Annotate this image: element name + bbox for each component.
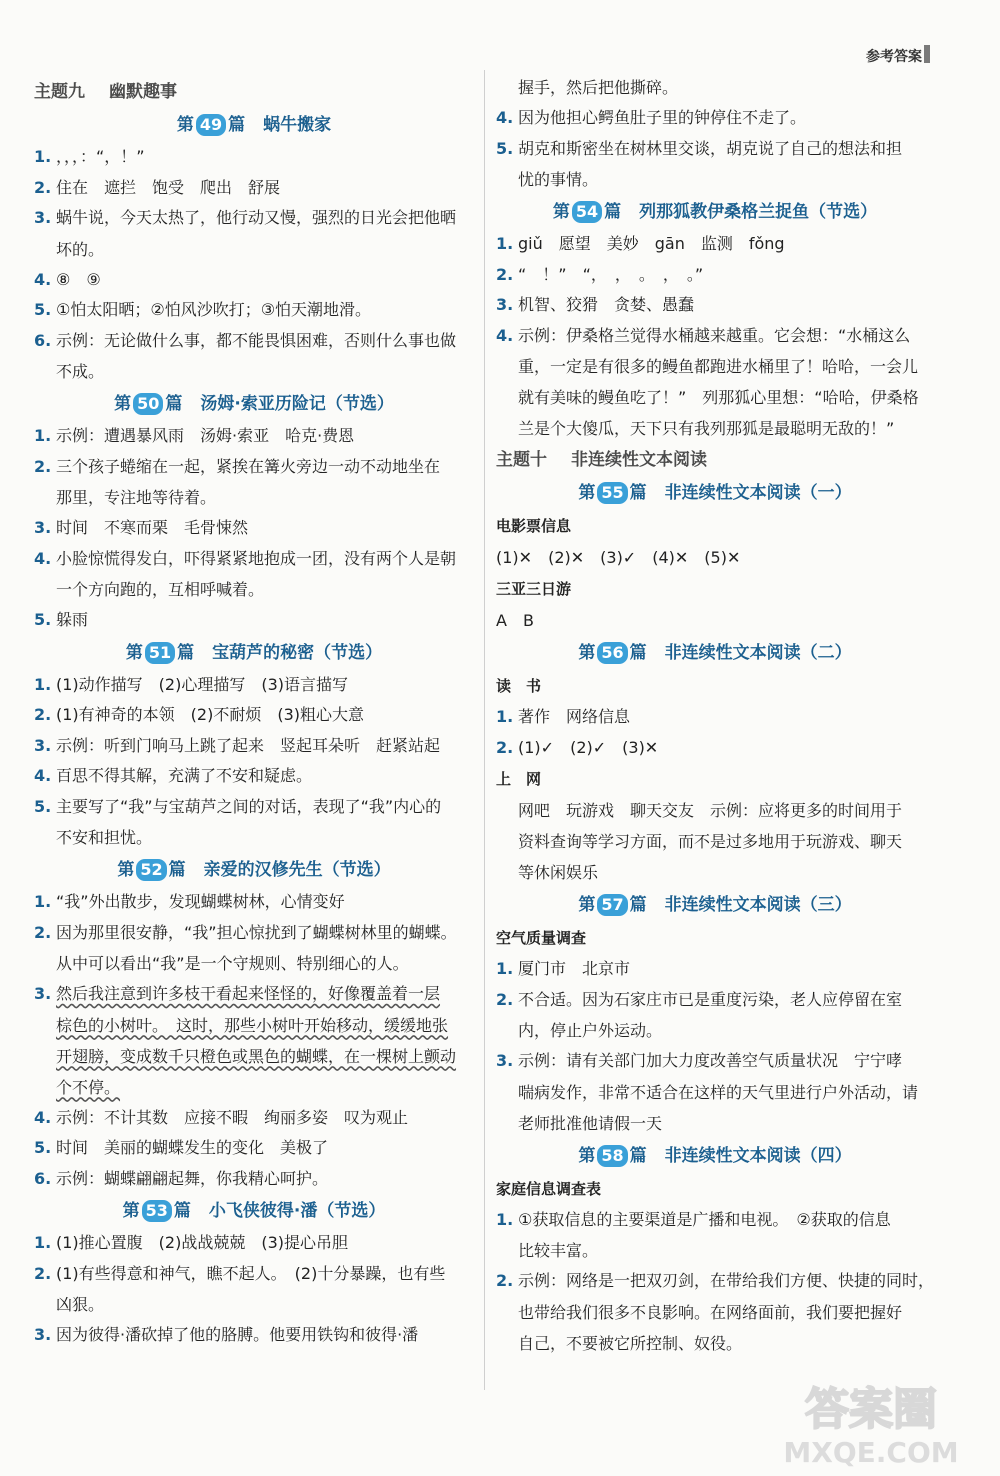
item-number: 3. xyxy=(34,984,52,1003)
item-text: 著作 网络信息 xyxy=(518,707,631,726)
theme-heading xyxy=(496,444,934,476)
answer-continuation: 也带给我们很多不良影响。在网络面前，我们要把握好 xyxy=(518,1302,903,1322)
theme-label: 主题十 xyxy=(496,450,547,470)
section-number: 55 xyxy=(597,482,627,504)
item-number: 1. xyxy=(34,426,52,445)
subheading: 读 书 xyxy=(496,677,542,695)
section-name: 汤姆·索亚历险记（节选） xyxy=(200,394,394,414)
item-text: 因为那里很安静，“我”担心惊扰到了蝴蝶树林里的蝴蝶。 xyxy=(56,922,457,942)
answer-item xyxy=(34,792,474,823)
section-suffix: 篇 xyxy=(629,895,647,915)
underlined-text: 棕色的小树叶。 这时，那些小树叶开始移动，缓缓地张 xyxy=(56,1015,449,1035)
answer-item xyxy=(34,421,474,452)
left-column xyxy=(34,76,474,1351)
underlined-text: 开翅膀，变成数千只橙色或黑色的蝴蝶，在一棵树上颤动 xyxy=(56,1046,457,1066)
item-text: 示例：听到门响马上跳了起来 竖起耳朵听 赶紧站起 xyxy=(56,735,441,755)
section-prefix: 第 xyxy=(578,1145,596,1166)
answer-item xyxy=(496,134,934,165)
answer-continuation: 老师批准他请假一天 xyxy=(518,1113,663,1133)
section-name: 列那狐教伊桑格兰捉鱼（节选） xyxy=(639,202,878,222)
section-number: 53 xyxy=(142,1200,172,1222)
watermark-logo xyxy=(766,1372,976,1468)
answer-continuation: 喘病发作，非常不适合在这样的天气里进行户外活动，请 xyxy=(518,1082,919,1102)
answer-item xyxy=(34,670,474,701)
section-title-49 xyxy=(34,108,474,142)
theme-title: 幽默趣事 xyxy=(109,82,177,102)
section-suffix: 篇 xyxy=(629,483,647,503)
item-number: 2. xyxy=(496,1271,514,1290)
section-suffix: 篇 xyxy=(629,1145,647,1166)
section-suffix: 篇 xyxy=(228,115,246,135)
watermark-text: 答案圈 xyxy=(805,1384,937,1435)
answer-continuation: 凶狠。 xyxy=(56,1295,105,1314)
section-name: 非连续性文本阅读（三） xyxy=(664,895,852,915)
section-name: 蜗牛搬家 xyxy=(263,115,332,135)
section-suffix: 篇 xyxy=(177,642,195,663)
section-suffix: 篇 xyxy=(168,860,186,880)
item-number: 5. xyxy=(34,610,52,629)
section-title-50 xyxy=(34,387,474,421)
item-number: 6. xyxy=(34,330,52,350)
answer-item xyxy=(496,103,934,134)
answer-continuation: 握手，然后把他撕碎。 xyxy=(518,78,679,97)
item-text: 示例：请有关部门加大力度改善空气质量状况 宁宁哮 xyxy=(518,1051,903,1070)
item-text: (1)✓ (2)✓ (3)✕ xyxy=(518,737,659,757)
section-title-52 xyxy=(34,853,474,887)
item-text: 然后我注意到许多枝干看起来怪怪的，好像覆盖着一层 xyxy=(56,984,441,1003)
answer-continuation: 坏的。 xyxy=(56,239,105,259)
section-title-58 xyxy=(496,1139,934,1173)
item-text: 主要写了“我”与宝葫芦之间的对话，表现了“我”内心的 xyxy=(56,796,442,816)
item-number: 3. xyxy=(34,1325,52,1344)
item-number: 2. xyxy=(34,456,52,476)
item-number: 3. xyxy=(34,208,52,227)
answer-item xyxy=(34,700,474,731)
item-number: 5. xyxy=(496,138,514,158)
answer-continuation: 那里，专注地等待着。 xyxy=(56,488,217,507)
item-number: 1. xyxy=(34,674,52,694)
section-title-54 xyxy=(496,195,934,229)
subheading: 家庭信息调查表 xyxy=(496,1179,602,1198)
item-text: 躲雨 xyxy=(56,610,89,629)
answer-item xyxy=(496,229,934,260)
answer-item xyxy=(496,702,934,733)
answer-item xyxy=(34,326,474,357)
right-column xyxy=(496,72,934,1359)
item-number: 1. xyxy=(34,1233,52,1252)
answer-item xyxy=(34,265,474,296)
answer-line: 网吧 玩游戏 聊天交友 示例：应将更多的时间用于 xyxy=(518,801,903,820)
item-number: 2. xyxy=(34,177,52,197)
answer-continuation: 不安和担忧。 xyxy=(56,828,153,847)
answer-continuation: 自己，不要被它所控制、奴役。 xyxy=(518,1333,743,1353)
item-number: 1. xyxy=(496,234,514,253)
section-prefix: 第 xyxy=(117,860,135,880)
item-number: 4. xyxy=(496,325,514,345)
item-text: 胡克和斯密坐在树林里交谈，胡克说了自己的想法和担 xyxy=(518,138,903,158)
section-name: 非连续性文本阅读（二） xyxy=(664,643,852,663)
answer-continuation: 不成。 xyxy=(56,362,105,381)
item-text: 示例：网络是一把双刃剑，在带给我们方便、快捷的同时， xyxy=(518,1271,935,1290)
answer-item xyxy=(34,1320,474,1351)
item-number: 2. xyxy=(34,705,52,724)
answer-continuation: 重，一定是有很多的鳗鱼都跑进水桶里了！哈哈，一会儿 xyxy=(518,357,919,376)
answer-item xyxy=(34,979,474,1010)
answer-continuation: 内，停止户外运动。 xyxy=(518,1021,663,1040)
answer-item xyxy=(34,1228,474,1259)
item-number: 4. xyxy=(34,269,52,289)
item-text: ①获取信息的主要渠道是广播和电视。 ②获取的信息 xyxy=(518,1209,891,1229)
answer-item xyxy=(496,321,934,352)
section-prefix: 第 xyxy=(125,642,143,663)
section-title-56 xyxy=(496,636,934,670)
item-text: 因为彼得·潘砍掉了他的胳膊。他要用铁钩和彼得·潘 xyxy=(56,1325,419,1344)
item-number: 4. xyxy=(34,1107,52,1127)
column-divider xyxy=(484,70,485,1390)
section-number: 51 xyxy=(145,642,175,664)
header-answer-tag: 参考答案 xyxy=(866,49,922,65)
item-text: (1)有些得意和神气，瞧不起人。 (2)十分暴躁，也有些 xyxy=(56,1263,446,1283)
item-text: ，，，：“，！” xyxy=(56,147,145,166)
item-text: 时间 美丽的蝴蝶发生的变化 美极了 xyxy=(56,1138,329,1157)
section-name: 非连续性文本阅读（一） xyxy=(664,483,852,503)
theme-label: 主题九 xyxy=(34,82,85,102)
answer-item xyxy=(34,544,474,575)
item-text: 厦门市 北京市 xyxy=(518,959,631,978)
answer-item xyxy=(496,1046,934,1077)
item-number: 4. xyxy=(34,766,52,785)
item-text: (1)有神奇的本领 (2)不耐烦 (3)粗心大意 xyxy=(56,705,364,724)
underlined-text: 个不停。 xyxy=(56,1077,121,1097)
section-prefix: 第 xyxy=(578,483,596,503)
answer-item xyxy=(34,761,474,792)
answer-continuation: 兰是个大傻瓜，天下只有我列那狐是最聪明无敌的！” xyxy=(518,419,895,438)
item-text: 因为他担心鳄鱼肚子里的钟停住不走了。 xyxy=(518,108,807,127)
item-number: 2. xyxy=(34,922,52,942)
section-title-51 xyxy=(34,636,474,670)
answer-item xyxy=(34,173,474,204)
answer-item xyxy=(34,731,474,762)
item-text: 示例：伊桑格兰觉得水桶越来越重。它会想：“水桶这么 xyxy=(518,325,911,345)
item-text: 住在 遮拦 饱受 爬出 舒展 xyxy=(56,177,281,197)
item-number: 1. xyxy=(496,1209,514,1229)
section-number: 54 xyxy=(572,201,602,223)
item-number: 6. xyxy=(34,1168,52,1188)
answer-item xyxy=(34,452,474,483)
item-text: 三个孩子蜷缩在一起，紧挨在篝火旁边一动不动地坐在 xyxy=(56,456,441,476)
section-suffix: 篇 xyxy=(165,394,183,414)
section-suffix: 篇 xyxy=(173,1201,191,1221)
item-number: 3. xyxy=(34,735,52,755)
item-number: 5. xyxy=(34,1138,52,1157)
item-text: 机智、狡猾 贪婪、愚蠢 xyxy=(518,295,695,314)
section-number: 49 xyxy=(196,114,226,136)
section-prefix: 第 xyxy=(578,895,596,915)
item-number: 1. xyxy=(34,892,52,911)
answer-line: 资料查询等学习方面，而不是过多地用于玩游戏、聊天 xyxy=(518,832,903,851)
section-number: 52 xyxy=(136,859,166,881)
answer-item xyxy=(496,985,934,1016)
item-number: 1. xyxy=(496,959,514,978)
answer-continuation: 就有美味的鳗鱼吃了！” 列那狐心里想：“哈哈，伊桑格 xyxy=(518,388,919,407)
item-text: 百思不得其解，充满了不安和疑虑。 xyxy=(56,766,313,785)
answer-item xyxy=(34,203,474,234)
subheading: 三亚三日游 xyxy=(496,580,572,598)
item-text: 小脸惊慌得发白，吓得紧紧地抱成一团，没有两个人是朝 xyxy=(56,548,457,568)
section-number: 50 xyxy=(133,393,163,415)
item-text: 示例：无论做什么事，都不能畏惧困难，否则什么事也做 xyxy=(56,330,457,350)
answer-item xyxy=(34,1259,474,1290)
item-text: 蜗牛说，今天太热了，他行动又慢，强烈的日光会把他晒 xyxy=(56,208,457,227)
answer-continuation: 比较丰富。 xyxy=(518,1241,599,1260)
item-text: (1)动作描写 (2)心理描写 (3)语言描写 xyxy=(56,674,348,694)
item-number: 2. xyxy=(496,737,514,757)
answer-continuation: 忧的事情。 xyxy=(518,170,599,189)
item-text: giǔ 愿望 美妙 gān 监测 fǒng xyxy=(518,234,785,253)
answer-item xyxy=(34,605,474,636)
item-number: 1. xyxy=(34,147,52,166)
answer-item xyxy=(34,142,474,173)
answer-line: 等休闲娱乐 xyxy=(518,863,599,882)
answer-item xyxy=(496,733,934,764)
section-prefix: 第 xyxy=(578,643,596,663)
section-number: 58 xyxy=(597,1145,627,1167)
item-text: ⑧ ⑨ xyxy=(56,269,101,289)
item-number: 2. xyxy=(34,1263,52,1283)
section-name: 亲爱的汉修先生（节选） xyxy=(203,860,391,880)
item-text: (1)推心置腹 (2)战战兢兢 (3)提心吊胆 xyxy=(56,1233,348,1252)
watermark-url: MXQE.COM xyxy=(783,1436,959,1468)
item-number: 2. xyxy=(496,264,514,284)
answer-continuation xyxy=(34,1072,474,1103)
answer-item xyxy=(496,290,934,321)
answer-continuation: 从中可以看出“我”是一个守规则、特别细心的人。 xyxy=(56,954,409,973)
item-number: 3. xyxy=(496,1051,514,1070)
section-number: 56 xyxy=(597,642,627,664)
item-text: “我”外出散步，发现蝴蝶树林，心情变好 xyxy=(56,892,345,911)
answer-item xyxy=(34,887,474,918)
item-text: 示例：遭遇暴风雨 汤姆·索亚 哈克·费恩 xyxy=(56,426,355,445)
section-prefix: 第 xyxy=(552,202,570,222)
item-number: 4. xyxy=(496,108,514,127)
section-title-53 xyxy=(34,1194,474,1228)
item-text: 时间 不寒而栗 毛骨悚然 xyxy=(56,518,249,537)
theme-title: 非连续性文本阅读 xyxy=(571,450,707,470)
section-number: 57 xyxy=(597,894,627,916)
answer-item xyxy=(496,1266,934,1297)
section-name: 非连续性文本阅读（四） xyxy=(664,1145,852,1166)
answer-continuation: 一个方向跑的，互相呼喊着。 xyxy=(56,580,265,599)
item-text: “ ！” “， ， 。 ， 。” xyxy=(518,264,704,284)
answer-item xyxy=(34,295,474,326)
answer-item xyxy=(34,1164,474,1195)
item-number: 5. xyxy=(34,796,52,816)
theme-heading xyxy=(34,76,474,108)
item-text: 不合适。因为石家庄市已是重度污染，老人应停留在室 xyxy=(518,989,903,1009)
item-text: 示例：不计其数 应接不暇 绚丽多姿 叹为观止 xyxy=(56,1107,409,1127)
item-text: ①怕太阳晒；②怕风沙吹打；③怕天潮地滑。 xyxy=(56,300,372,319)
section-title-55 xyxy=(496,476,934,510)
item-number: 4. xyxy=(34,548,52,568)
section-name: 宝葫芦的秘密（节选） xyxy=(212,642,383,663)
item-number: 1. xyxy=(496,707,514,726)
section-suffix: 篇 xyxy=(604,202,622,222)
item-text: 示例：蝴蝶翩翩起舞，你我精心呵护。 xyxy=(56,1168,329,1188)
answer-continuation xyxy=(34,1010,474,1041)
answer-item xyxy=(34,918,474,949)
answer-item xyxy=(34,1133,474,1164)
section-prefix: 第 xyxy=(122,1201,140,1221)
header-marker xyxy=(924,45,930,63)
section-prefix: 第 xyxy=(176,115,194,135)
section-title-57 xyxy=(496,888,934,922)
section-suffix: 篇 xyxy=(629,643,647,663)
section-name: 小飞侠彼得·潘（节选） xyxy=(208,1201,386,1221)
answer-continuation xyxy=(34,1041,474,1072)
answer-line: (1)✕ (2)✕ (3)✓ (4)✕ (5)✕ xyxy=(496,548,741,567)
subheading: 电影票信息 xyxy=(496,517,572,535)
answer-item xyxy=(496,260,934,291)
section-prefix: 第 xyxy=(114,394,132,414)
subheading: 空气质量调查 xyxy=(496,929,587,947)
answer-line: A B xyxy=(496,611,534,630)
item-number: 3. xyxy=(34,518,52,537)
item-number: 5. xyxy=(34,300,52,319)
subheading: 上 网 xyxy=(496,770,542,788)
item-number: 2. xyxy=(496,989,514,1009)
item-number: 3. xyxy=(496,295,514,314)
answer-item xyxy=(34,1103,474,1134)
answer-item xyxy=(496,954,934,985)
answer-item xyxy=(34,513,474,544)
answer-item xyxy=(496,1205,934,1236)
